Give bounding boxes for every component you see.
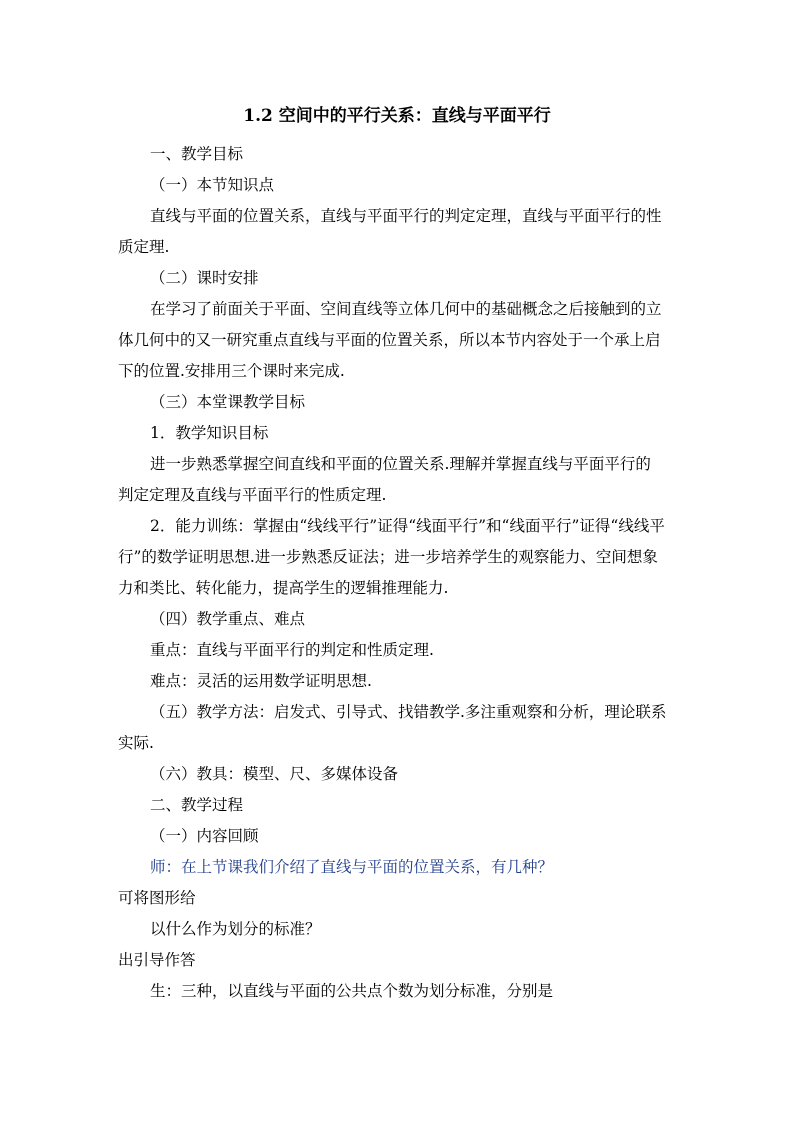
document-title: 1.2 空间中的平行关系：直线与平面平行 — [243, 106, 551, 126]
subsection-heading: （一）本节知识点 — [150, 176, 275, 194]
teacher-line: 师：在上节课我们介绍了直线与平面的位置关系，有几种？ — [150, 858, 554, 876]
section-heading: 二、教学过程 — [150, 796, 244, 814]
subsection-heading: （二）课时安排 — [150, 269, 259, 287]
paragraph-line: 出引导作答 — [118, 951, 196, 969]
student-line: 生：三种，以直线与平面的公共点个数为划分标准，分别是 — [150, 982, 554, 1000]
paragraph-line: （六）教具：模型、尺、多媒体设备 — [150, 765, 399, 783]
paragraph-line: 在学习了前面关于平面、空间直线等立体几何中的基础概念之后接触到的立 — [150, 300, 662, 318]
paragraph-line: 体几何中的又一研究重点直线与平面的位置关系，所以本节内容处于一个承上启 — [118, 331, 661, 349]
subsection-heading: （四）教学重点、难点 — [150, 610, 306, 628]
paragraph-line: 判定定理及直线与平面平行的性质定理. — [118, 486, 387, 504]
paragraph-line: 质定理. — [118, 238, 170, 256]
paragraph-line: 以什么作为划分的标准？ — [150, 920, 321, 938]
paragraph-line: 下的位置.安排用三个课时来完成. — [118, 362, 345, 380]
paragraph-line: 进一步熟悉掌握空间直线和平面的位置关系.理解并掌握直线与平面平行的 — [150, 455, 651, 473]
paragraph-line: 实际. — [118, 734, 154, 752]
paragraph-line: 力和类比、转化能力，提高学生的逻辑推理能力. — [118, 579, 449, 597]
paragraph-line: 可将图形给 — [118, 889, 196, 907]
subsection-heading: （三）本堂课教学目标 — [150, 393, 306, 411]
paragraph-line: 行”的数学证明思想.进一步熟悉反证法；进一步培养学生的观察能力、空间想象 — [118, 548, 658, 566]
paragraph-line: （五）教学方法：启发式、引导式、找错教学.多注重观察和分析，理论联系 — [150, 703, 667, 721]
paragraph-line: 难点：灵活的运用数学证明思想. — [150, 672, 372, 690]
paragraph-line: 重点：直线与平面平行的判定和性质定理. — [150, 641, 434, 659]
list-item: 2．能力训练：掌握由“线线平行”证得“线面平行”和“线面平行”证得“线线平 — [150, 517, 665, 535]
list-item: 1．教学知识目标 — [150, 424, 269, 442]
section-heading: 一、教学目标 — [150, 145, 244, 163]
subsection-heading: （一）内容回顾 — [150, 827, 259, 845]
paragraph-line: 直线与平面的位置关系，直线与平面平行的判定定理，直线与平面平行的性 — [150, 207, 662, 225]
